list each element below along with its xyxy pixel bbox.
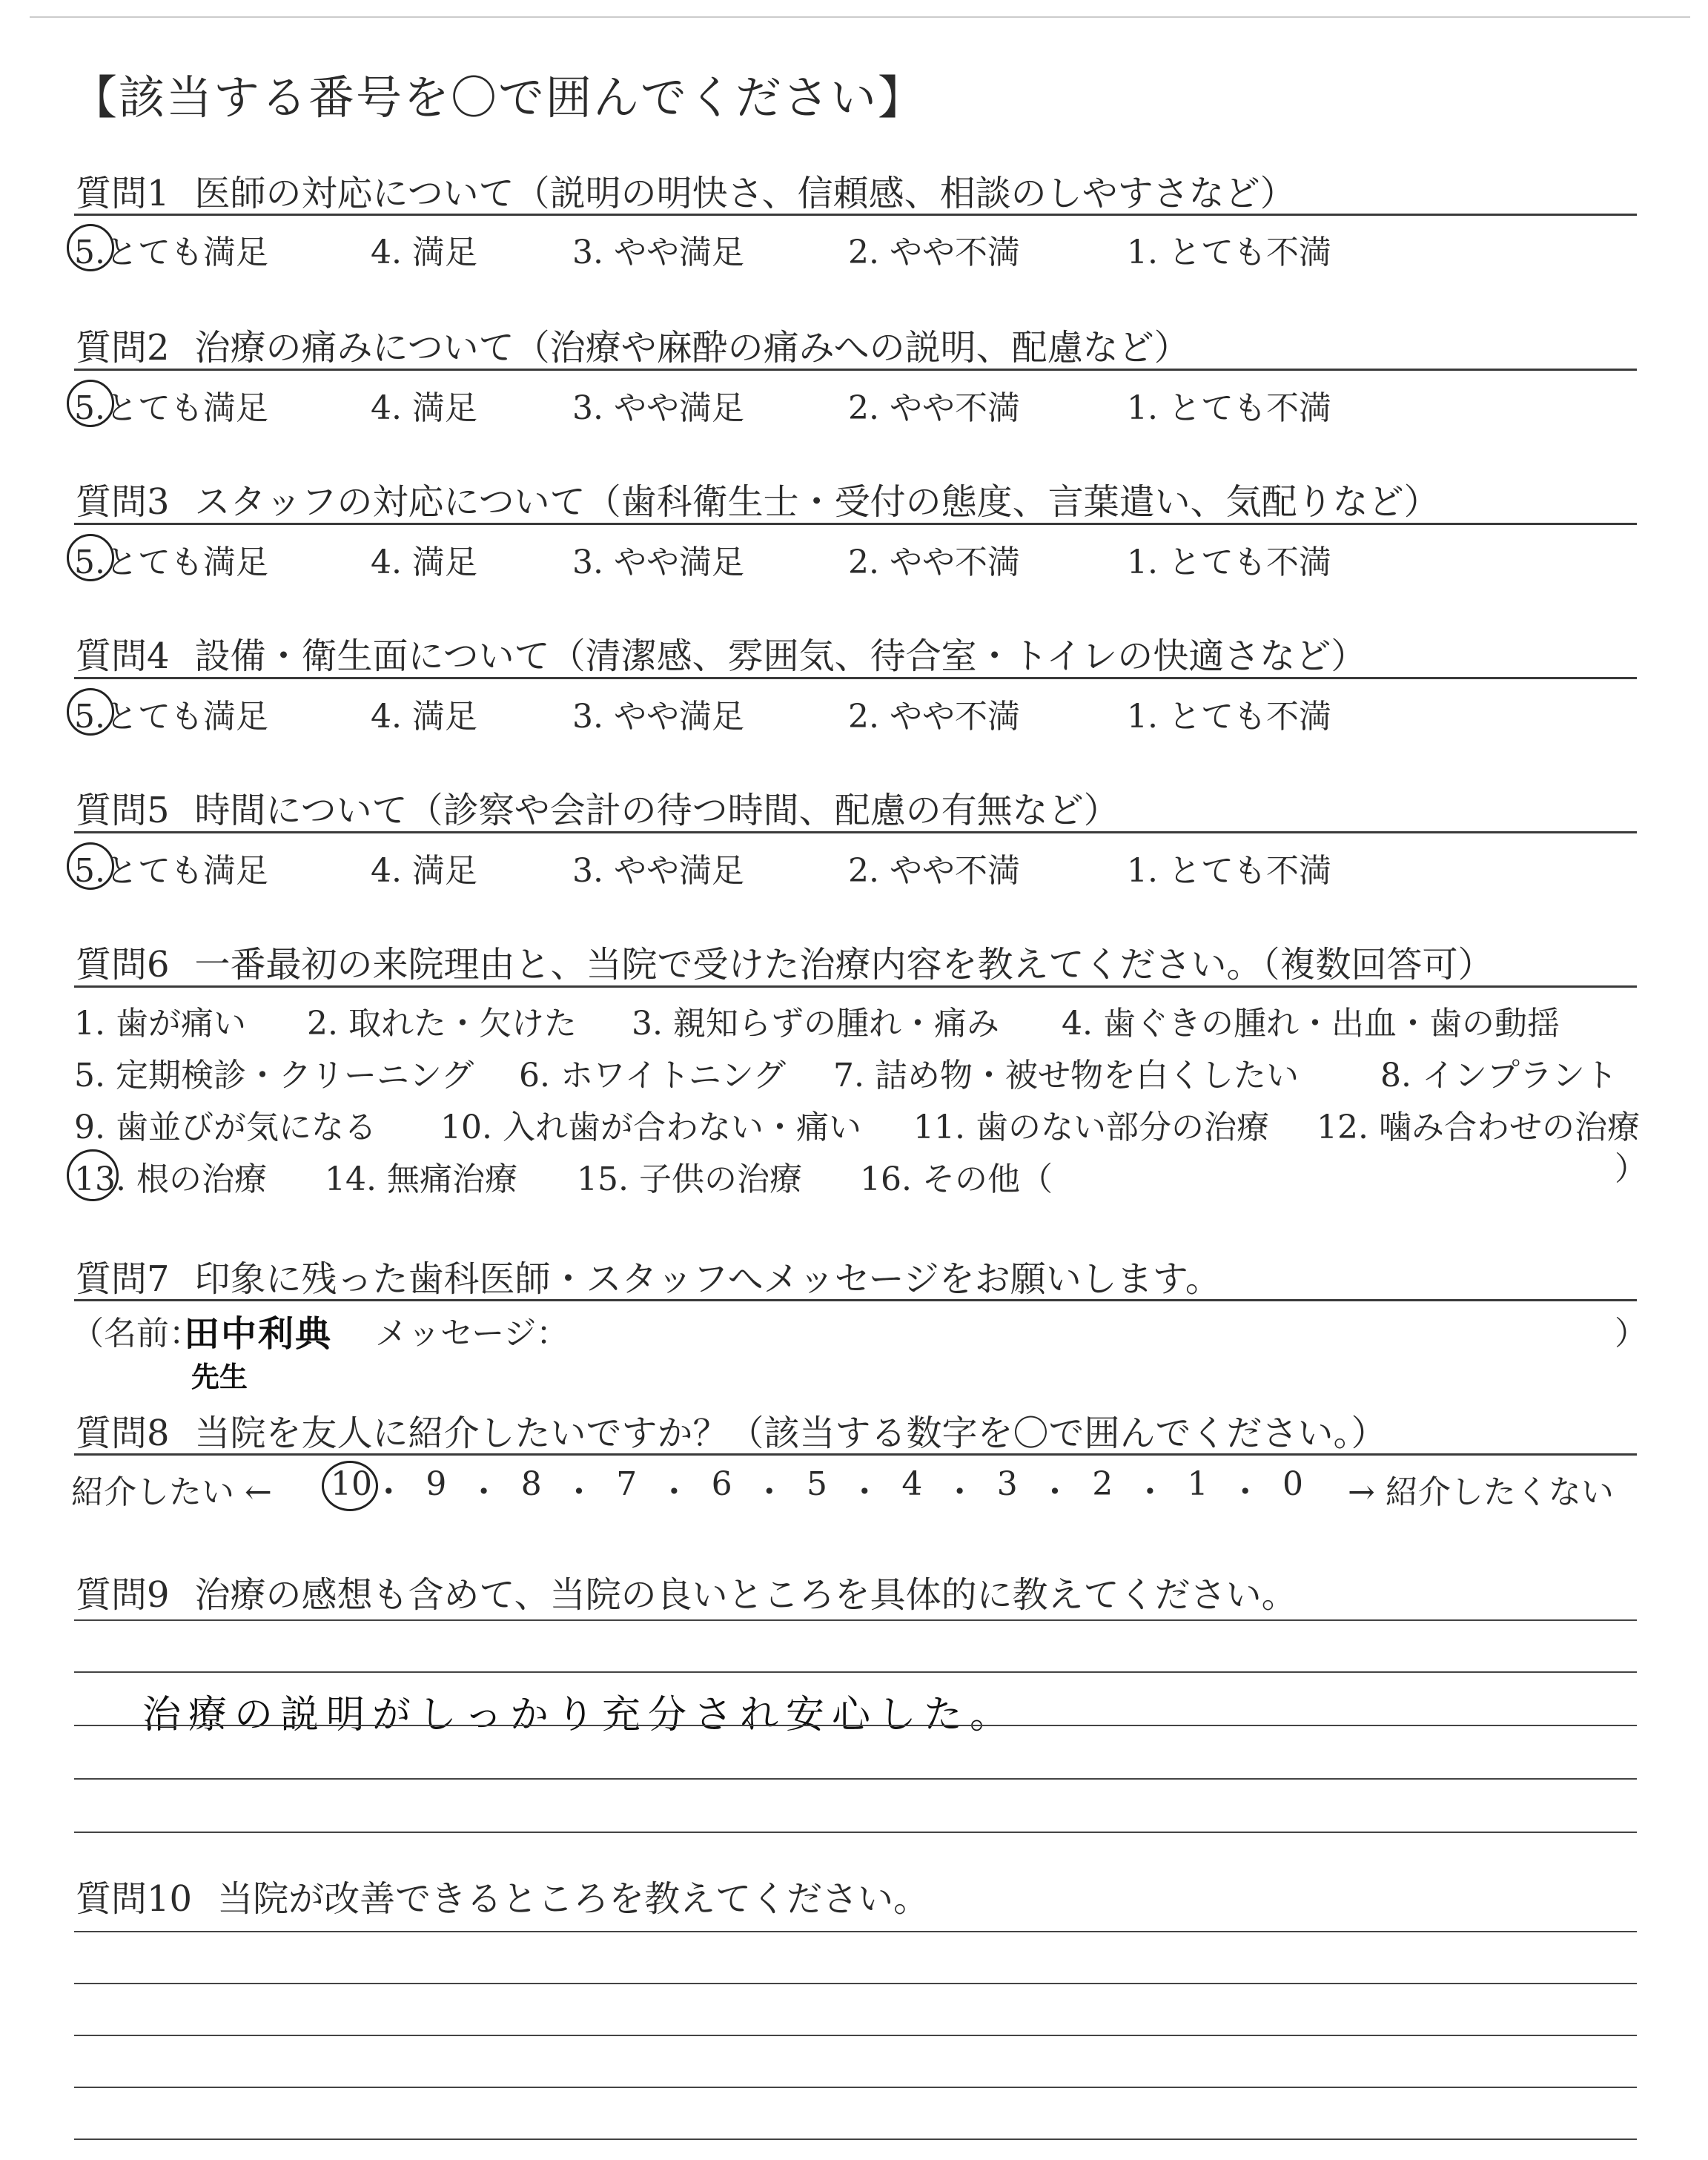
rating-option-4[interactable]: 4. 満足 [371, 234, 477, 271]
rating-option-3[interactable]: 3. やや満足 [572, 544, 744, 581]
selection-circle [67, 1149, 119, 1201]
scale-separator: ・ [752, 1473, 786, 1511]
scale-separator: ・ [1133, 1473, 1167, 1511]
question-5-number: 質問5 [76, 790, 170, 831]
question-7-rule [74, 1299, 1637, 1301]
answer-line [74, 1832, 1637, 1833]
treatment-option-11[interactable]: 11. 歯のない部分の治療 [913, 1109, 1269, 1146]
answer-line [74, 1725, 1637, 1726]
treatment-option-5[interactable]: 5. 定期検診・クリーニング [74, 1057, 474, 1094]
message-label: メッセージ： [375, 1315, 569, 1353]
question-5-rule [74, 831, 1637, 833]
question-10 [76, 1870, 929, 1921]
question-9-text: 治療の感想も含めて、当院の良いところを具体的に教えてください。 [194, 1574, 1297, 1616]
rating-option-1[interactable]: 1. とても不満 [1127, 544, 1331, 581]
scale-separator: ・ [658, 1473, 691, 1511]
selection-circle [322, 1461, 378, 1511]
rating-option-4[interactable]: 4. 満足 [371, 852, 477, 890]
recommend-score-2[interactable]: 2 [1092, 1465, 1113, 1503]
rating-option-5[interactable]: 5.とても満足 [74, 389, 268, 427]
question-1-number: 質問1 [76, 173, 170, 214]
question-8-rule [74, 1453, 1637, 1456]
treatment-option-3[interactable]: 3. 親知らずの腫れ・痛み [632, 1005, 999, 1043]
question-2-text: 治療の痛みについて（治療や麻酔の痛みへの説明、配慮など） [194, 327, 1190, 369]
answer-line [74, 1778, 1637, 1780]
treatment-option-16[interactable]: 16. その他（ [860, 1160, 1053, 1198]
rating-option-4[interactable]: 4. 満足 [371, 544, 477, 581]
recommend-score-3[interactable]: 3 [996, 1465, 1018, 1503]
question-4-number: 質問4 [76, 635, 170, 677]
question-5-text: 時間について（診察や会計の待つ時間、配慮の有無など） [194, 790, 1119, 831]
question-3-rule [74, 523, 1637, 525]
treatment-option-9[interactable]: 9. 歯並びが気になる [74, 1109, 377, 1146]
rating-option-2[interactable]: 2. やや不満 [848, 698, 1020, 736]
answer-line [74, 2035, 1637, 2036]
question-7-number: 質問7 [76, 1258, 170, 1300]
treatment-option-15[interactable]: 15. 子供の治療 [577, 1160, 802, 1198]
rating-option-1[interactable]: 1. とても不満 [1127, 698, 1331, 736]
question-8 [76, 1404, 1387, 1456]
scale-separator: ・ [943, 1473, 976, 1511]
scale-separator: ・ [848, 1473, 881, 1511]
treatment-option-13[interactable]: 13. 根の治療 [74, 1160, 267, 1198]
treatment-option-10[interactable]: 10. 入れ歯が合わない・痛い [440, 1109, 861, 1146]
question-8-number: 質問8 [76, 1413, 170, 1454]
question-4 [76, 627, 1366, 678]
question-7-text: 印象に残った歯科医師・スタッフへメッセージをお願いします。 [194, 1258, 1221, 1300]
question-1 [76, 165, 1296, 216]
recommend-score-6[interactable]: 6 [711, 1465, 732, 1503]
rating-option-5[interactable]: 5.とても満足 [74, 234, 268, 271]
scale-separator: ・ [563, 1473, 595, 1511]
rating-option-2[interactable]: 2. やや不満 [848, 234, 1020, 271]
answer-line [74, 1983, 1637, 1984]
treatment-option-7[interactable]: 7. 詰め物・被せ物を白くしたい [833, 1057, 1299, 1094]
recommend-score-9[interactable]: 9 [426, 1465, 447, 1503]
question-7 [76, 1250, 1221, 1301]
answer-line [74, 1671, 1637, 1673]
selection-circle [67, 842, 114, 890]
question-2 [76, 319, 1190, 370]
rating-option-4[interactable]: 4. 満足 [371, 389, 477, 427]
question-1-text: 医師の対応について（説明の明快さ、信頼感、相談のしやすさなど） [194, 173, 1296, 214]
rating-option-3[interactable]: 3. やや満足 [572, 389, 744, 427]
question-6-other-close-paren: ） [1615, 1150, 1647, 1188]
handwritten-name-suffix: 先生 [191, 1361, 248, 1393]
rating-option-5[interactable]: 5.とても満足 [74, 544, 268, 581]
handwritten-answer: 治療の説明がしっかり充分され安心した。 [142, 1693, 1016, 1737]
rating-option-3[interactable]: 3. やや満足 [572, 698, 744, 736]
rating-option-2[interactable]: 2. やや不満 [848, 852, 1020, 890]
treatment-option-12[interactable]: 12. 噛み合わせの治療 [1317, 1109, 1640, 1146]
question-10-number: 質問10 [76, 1878, 193, 1920]
question-6-text: 一番最初の来院理由と、当院で受けた治療内容を教えてください。（複数回答可） [194, 944, 1494, 985]
question-3-text: スタッフの対応について（歯科衛生士・受付の態度、言葉遣い、気配りなど） [194, 481, 1440, 523]
recommend-score-0[interactable]: 0 [1282, 1465, 1303, 1503]
question-10-text: 当院が改善できるところを教えてください。 [217, 1878, 930, 1920]
question-5 [76, 782, 1119, 833]
recommend-score-1[interactable]: 1 [1187, 1465, 1208, 1503]
scan-top-edge [30, 16, 1690, 18]
question-6 [76, 936, 1494, 987]
message-close-paren: ） [1615, 1315, 1647, 1353]
answer-line [74, 2138, 1637, 2140]
question-3-number: 質問3 [76, 481, 170, 523]
recommend-right-label: → 紹介したくない [1348, 1473, 1614, 1511]
rating-option-4[interactable]: 4. 満足 [371, 698, 477, 736]
question-6-rule [74, 985, 1637, 988]
form-title: 【該当する番号を〇で囲んでください】 [71, 70, 926, 125]
recommend-score-8[interactable]: 8 [520, 1465, 542, 1503]
answer-line [74, 2087, 1637, 2088]
scale-separator: ・ [1039, 1473, 1071, 1511]
rating-option-1[interactable]: 1. とても不満 [1127, 852, 1331, 890]
name-label: （名前： [71, 1315, 202, 1353]
selection-circle [67, 224, 114, 271]
rating-option-1[interactable]: 1. とても不満 [1127, 234, 1331, 271]
recommend-score-10[interactable]: 10 [331, 1465, 372, 1503]
recommend-left-label: 紹介したい ← [71, 1473, 272, 1511]
rating-option-5[interactable]: 5.とても満足 [74, 698, 268, 736]
question-2-rule [74, 369, 1637, 371]
question-4-rule [74, 677, 1637, 679]
rating-option-3[interactable]: 3. やや満足 [572, 234, 744, 271]
rating-option-1[interactable]: 1. とても不満 [1127, 389, 1331, 427]
answer-line [74, 1931, 1637, 1932]
recommend-score-4[interactable]: 4 [901, 1465, 923, 1503]
rating-option-3[interactable]: 3. やや満足 [572, 852, 744, 890]
selection-circle [67, 380, 114, 427]
question-9-number: 質問9 [76, 1574, 170, 1616]
treatment-option-8[interactable]: 8. インプラント [1380, 1057, 1618, 1094]
rating-option-2[interactable]: 2. やや不満 [848, 544, 1020, 581]
question-4-text: 設備・衛生面について（清潔感、雰囲気、待合室・トイレの快適さなど） [194, 635, 1367, 677]
treatment-option-1[interactable]: 1. 歯が痛い [74, 1005, 246, 1043]
question-8-text: 当院を友人に紹介したいですか？（該当する数字を〇で囲んでください。） [194, 1413, 1387, 1454]
handwritten-name: 田中利典 [184, 1313, 333, 1355]
question-2-number: 質問2 [76, 327, 170, 369]
question-9 [76, 1566, 1297, 1617]
treatment-option-14[interactable]: 14. 無痛治療 [325, 1160, 517, 1198]
rating-option-5[interactable]: 5.とても満足 [74, 852, 268, 890]
recommend-score-7[interactable]: 7 [616, 1465, 638, 1503]
question-6-number: 質問6 [76, 944, 170, 985]
scale-separator: ・ [467, 1473, 500, 1511]
treatment-option-4[interactable]: 4. 歯ぐきの腫れ・出血・歯の動揺 [1062, 1005, 1560, 1043]
treatment-option-6[interactable]: 6. ホワイトニング [519, 1057, 787, 1094]
answer-line [74, 1619, 1637, 1621]
question-1-rule [74, 214, 1637, 216]
question-3 [76, 473, 1440, 524]
scale-separator: ・ [372, 1473, 406, 1511]
selection-circle [67, 688, 114, 736]
treatment-option-2[interactable]: 2. 取れた・欠けた [307, 1005, 577, 1043]
rating-option-2[interactable]: 2. やや不満 [848, 389, 1020, 427]
recommend-score-5[interactable]: 5 [807, 1465, 827, 1503]
scale-separator: ・ [1228, 1473, 1262, 1511]
selection-circle [67, 534, 114, 581]
